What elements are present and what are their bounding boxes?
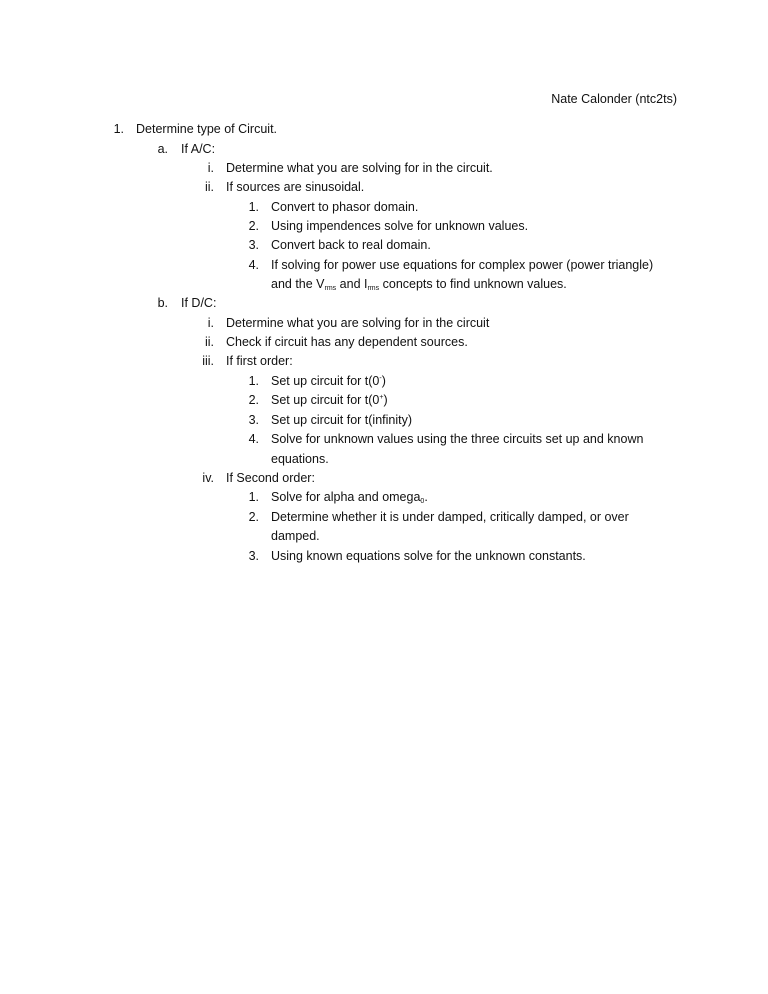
subscript: 0 [420, 498, 425, 505]
list-text: If Second order: [226, 471, 315, 485]
list-marker: 3. [248, 413, 259, 427]
list-marker: 3. [248, 549, 259, 563]
list-text: Determine whether it is under damped, critically damped, or over [271, 510, 629, 524]
list-marker: 4. [248, 432, 259, 446]
superscript: - [379, 375, 382, 382]
list-marker: 1. [248, 200, 259, 214]
list-marker: ii. [204, 335, 214, 349]
list-marker: iv. [202, 471, 214, 485]
list-text: Check if circuit has any dependent sources. [226, 335, 468, 349]
list-text: Solve for alpha and omega$_0$. [271, 490, 428, 505]
list-marker: 2. [248, 219, 259, 233]
list-text: damped. [271, 529, 320, 543]
list-text: Determine type of Circuit. [136, 122, 278, 136]
list-marker: 1. [113, 122, 124, 136]
list-marker: a. [157, 142, 168, 156]
list-marker: 2. [248, 510, 259, 524]
list-text: Determine what you are solving for in the circuit. [226, 161, 493, 175]
list-text: If sources are sinusoidal. [226, 180, 365, 194]
list-text: Using known equations solve for the unknown constants. [271, 549, 586, 563]
superscript: + [379, 394, 384, 401]
list-marker: 2. [248, 393, 259, 407]
list-text: Using impendences solve for unknown values. [271, 219, 529, 233]
list-text: Set up circuit for t(infinity) [271, 413, 413, 427]
subscript: rms [367, 285, 380, 292]
list-text: Set up circuit for t(0+) [271, 393, 388, 407]
list-text: Convert back to real domain. [271, 238, 431, 252]
list-text: Convert to phasor domain. [271, 200, 419, 214]
list-marker: iii. [202, 354, 214, 368]
list-text: If solving for power use equations for complex power (power triangle) [271, 258, 654, 272]
list-text: If first order: [226, 354, 293, 368]
list-text: Solve for unknown values using the three circuits set up and known [271, 432, 644, 446]
list-marker: i. [207, 161, 214, 175]
list-marker: 1. [248, 374, 259, 388]
list-marker: i. [207, 316, 214, 330]
list-text: equations. [271, 452, 329, 466]
list-text: If A/C: [181, 142, 216, 156]
list-text: Determine what you are solving for in the circuit [226, 316, 490, 330]
list-marker: 4. [248, 258, 259, 272]
author-name: Nate Calonder (ntc2ts) [551, 92, 677, 106]
list-text: and the $V_{rms}$ and $I_{rms}$ concepts to find unknown values. [271, 277, 567, 292]
list-text: If D/C: [181, 296, 217, 310]
list-marker: 1. [248, 490, 259, 504]
list-marker: ii. [204, 180, 214, 194]
list-text: Set up circuit for t(0-) [271, 374, 386, 388]
subscript: rms [324, 285, 337, 292]
list-marker: 3. [248, 238, 259, 252]
list-marker: b. [157, 296, 168, 310]
